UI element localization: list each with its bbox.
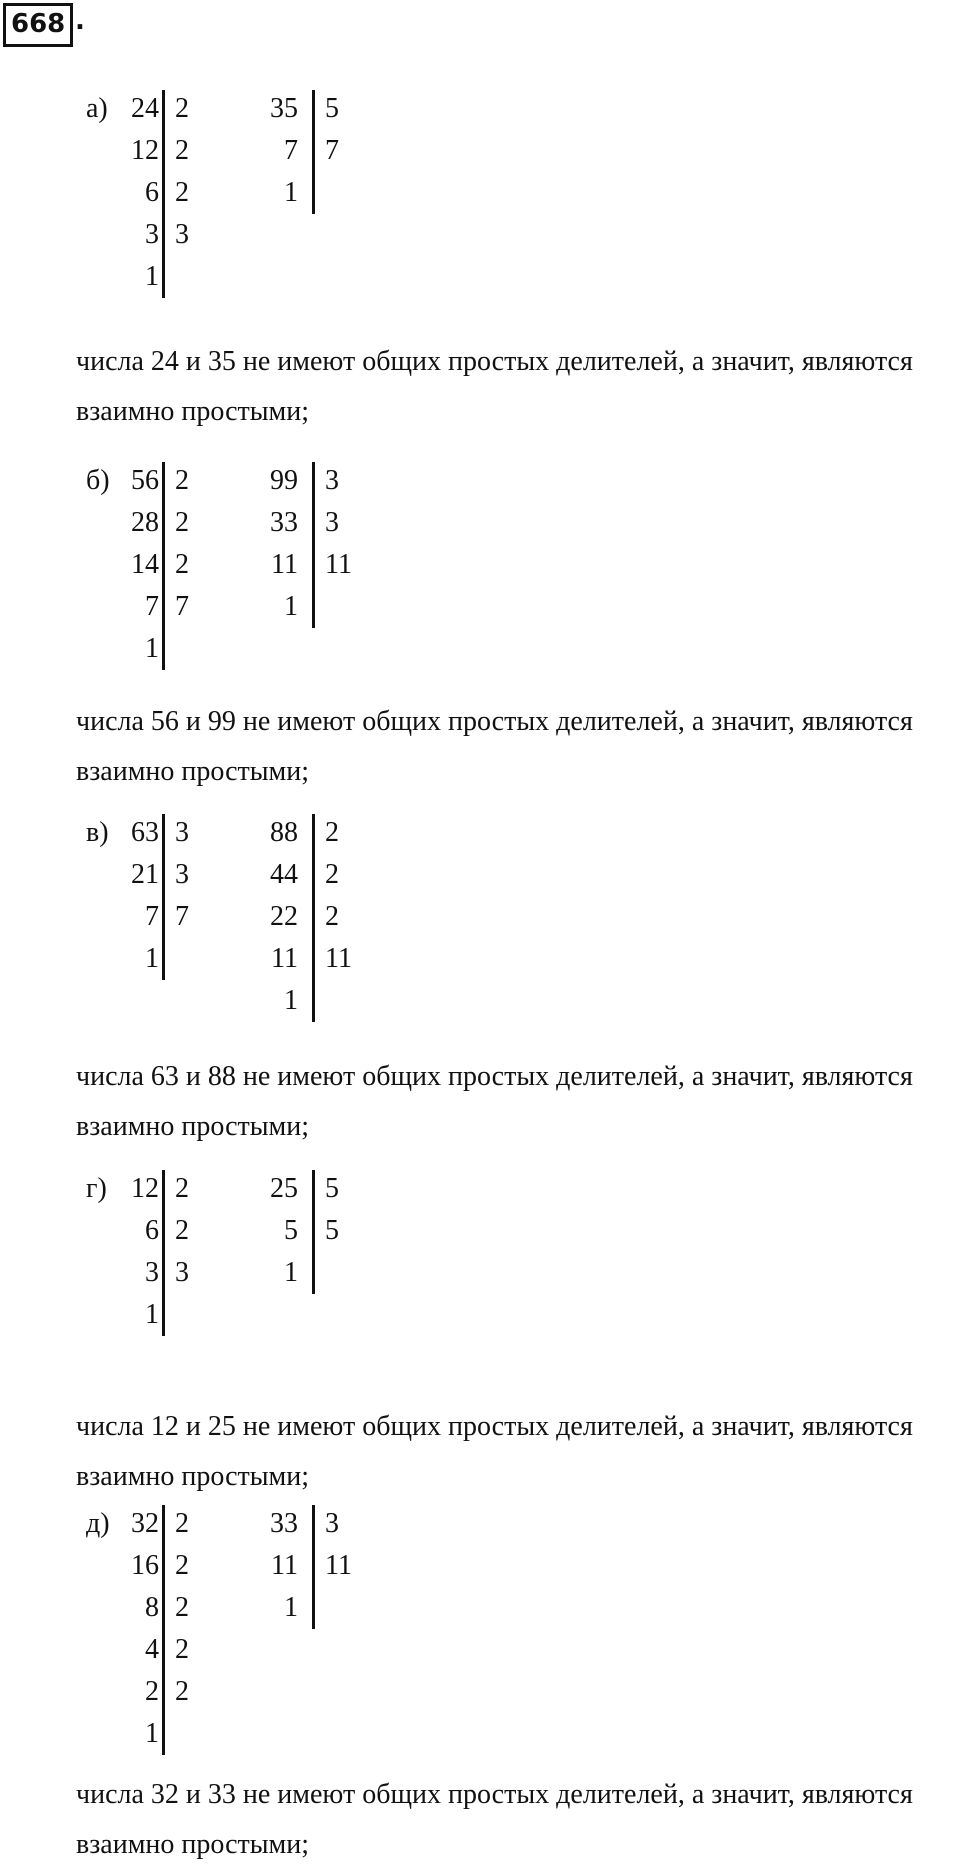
left-dividend: 6 (145, 177, 159, 208)
left-division-line (162, 1170, 165, 1336)
conclusion-text: числа 56 и 99 не имеют общих простых делителей, а значит, являются (76, 706, 913, 737)
left-dividend: 7 (145, 901, 159, 932)
exercise-number-dot: . (75, 6, 85, 36)
left-dividend: 14 (131, 549, 159, 580)
conclusion-text-continued: взаимно простыми; (76, 396, 310, 427)
left-dividend: 28 (131, 507, 159, 538)
conclusion-text-continued: взаимно простыми; (76, 1829, 310, 1860)
left-dividend: 56 (131, 465, 159, 496)
right-divisor: 2 (325, 901, 339, 932)
left-divisor: 2 (175, 507, 189, 538)
left-dividend: 1 (145, 943, 159, 974)
right-dividend: 1 (284, 177, 298, 208)
left-dividend: 32 (131, 1508, 159, 1539)
left-dividend: 8 (145, 1592, 159, 1623)
right-dividend: 7 (284, 135, 298, 166)
right-dividend: 11 (271, 1550, 298, 1581)
right-dividend: 33 (270, 507, 298, 538)
left-dividend: 6 (145, 1215, 159, 1246)
right-division-line (312, 462, 315, 628)
right-dividend: 5 (284, 1215, 298, 1246)
left-division-line (162, 814, 165, 980)
right-dividend: 88 (270, 817, 298, 848)
right-divisor: 11 (325, 1550, 352, 1581)
left-division-line (162, 90, 165, 298)
conclusion-text-continued: взаимно простыми; (76, 1111, 310, 1142)
left-dividend: 21 (131, 859, 159, 890)
left-dividend: 2 (145, 1676, 159, 1707)
right-dividend: 25 (270, 1173, 298, 1204)
section-label: б) (86, 465, 110, 496)
left-divisor: 2 (175, 1634, 189, 1665)
conclusion-text: числа 12 и 25 не имеют общих простых делителей, а значит, являются (76, 1411, 913, 1442)
section-label: д) (86, 1508, 110, 1539)
right-divisor: 7 (325, 135, 339, 166)
exercise-number: 668 (11, 9, 66, 39)
right-division-line (312, 1170, 315, 1294)
left-divisor: 2 (175, 1173, 189, 1204)
left-dividend: 7 (145, 591, 159, 622)
right-division-line (312, 90, 315, 214)
left-division-line (162, 1505, 165, 1755)
left-dividend: 24 (131, 93, 159, 124)
left-dividend: 4 (145, 1634, 159, 1665)
left-dividend: 12 (131, 135, 159, 166)
right-dividend: 1 (284, 985, 298, 1016)
section-label: а) (86, 93, 108, 124)
section-label: в) (86, 817, 109, 848)
right-dividend: 99 (270, 465, 298, 496)
right-divisor: 11 (325, 549, 352, 580)
left-divisor: 2 (175, 549, 189, 580)
left-division-line (162, 462, 165, 670)
conclusion-text-continued: взаимно простыми; (76, 1461, 310, 1492)
left-divisor: 3 (175, 219, 189, 250)
left-divisor: 2 (175, 135, 189, 166)
exercise-number-box (3, 3, 73, 47)
right-dividend: 11 (271, 943, 298, 974)
right-divisor: 2 (325, 817, 339, 848)
right-dividend: 1 (284, 1257, 298, 1288)
left-divisor: 2 (175, 1550, 189, 1581)
conclusion-text: числа 24 и 35 не имеют общих простых делителей, а значит, являются (76, 346, 913, 377)
left-dividend: 3 (145, 219, 159, 250)
left-dividend: 3 (145, 1257, 159, 1288)
right-divisor: 3 (325, 465, 339, 496)
right-divisor: 3 (325, 507, 339, 538)
left-dividend: 1 (145, 1299, 159, 1330)
left-divisor: 3 (175, 817, 189, 848)
left-divisor: 2 (175, 177, 189, 208)
left-divisor: 3 (175, 1257, 189, 1288)
right-divisor: 5 (325, 1173, 339, 1204)
right-division-line (312, 814, 315, 1022)
left-divisor: 2 (175, 1508, 189, 1539)
right-dividend: 11 (271, 549, 298, 580)
right-dividend: 44 (270, 859, 298, 890)
right-divisor: 5 (325, 1215, 339, 1246)
left-divisor: 3 (175, 859, 189, 890)
left-divisor: 7 (175, 591, 189, 622)
right-dividend: 1 (284, 591, 298, 622)
right-divisor: 5 (325, 93, 339, 124)
left-divisor: 2 (175, 1215, 189, 1246)
left-dividend: 12 (131, 1173, 159, 1204)
left-dividend: 63 (131, 817, 159, 848)
right-dividend: 33 (270, 1508, 298, 1539)
right-division-line (312, 1505, 315, 1629)
conclusion-text-continued: взаимно простыми; (76, 756, 310, 787)
conclusion-text: числа 63 и 88 не имеют общих простых делителей, а значит, являются (76, 1061, 913, 1092)
right-divisor: 11 (325, 943, 352, 974)
left-dividend: 1 (145, 1718, 159, 1749)
right-divisor: 2 (325, 859, 339, 890)
left-divisor: 2 (175, 93, 189, 124)
section-label: г) (86, 1173, 107, 1204)
right-dividend: 22 (270, 901, 298, 932)
left-divisor: 2 (175, 465, 189, 496)
left-divisor: 7 (175, 901, 189, 932)
right-divisor: 3 (325, 1508, 339, 1539)
left-divisor: 2 (175, 1592, 189, 1623)
right-dividend: 35 (270, 93, 298, 124)
left-dividend: 1 (145, 633, 159, 664)
right-dividend: 1 (284, 1592, 298, 1623)
left-dividend: 16 (131, 1550, 159, 1581)
left-dividend: 1 (145, 261, 159, 292)
left-divisor: 2 (175, 1676, 189, 1707)
conclusion-text: числа 32 и 33 не имеют общих простых делителей, а значит, являются (76, 1779, 913, 1810)
